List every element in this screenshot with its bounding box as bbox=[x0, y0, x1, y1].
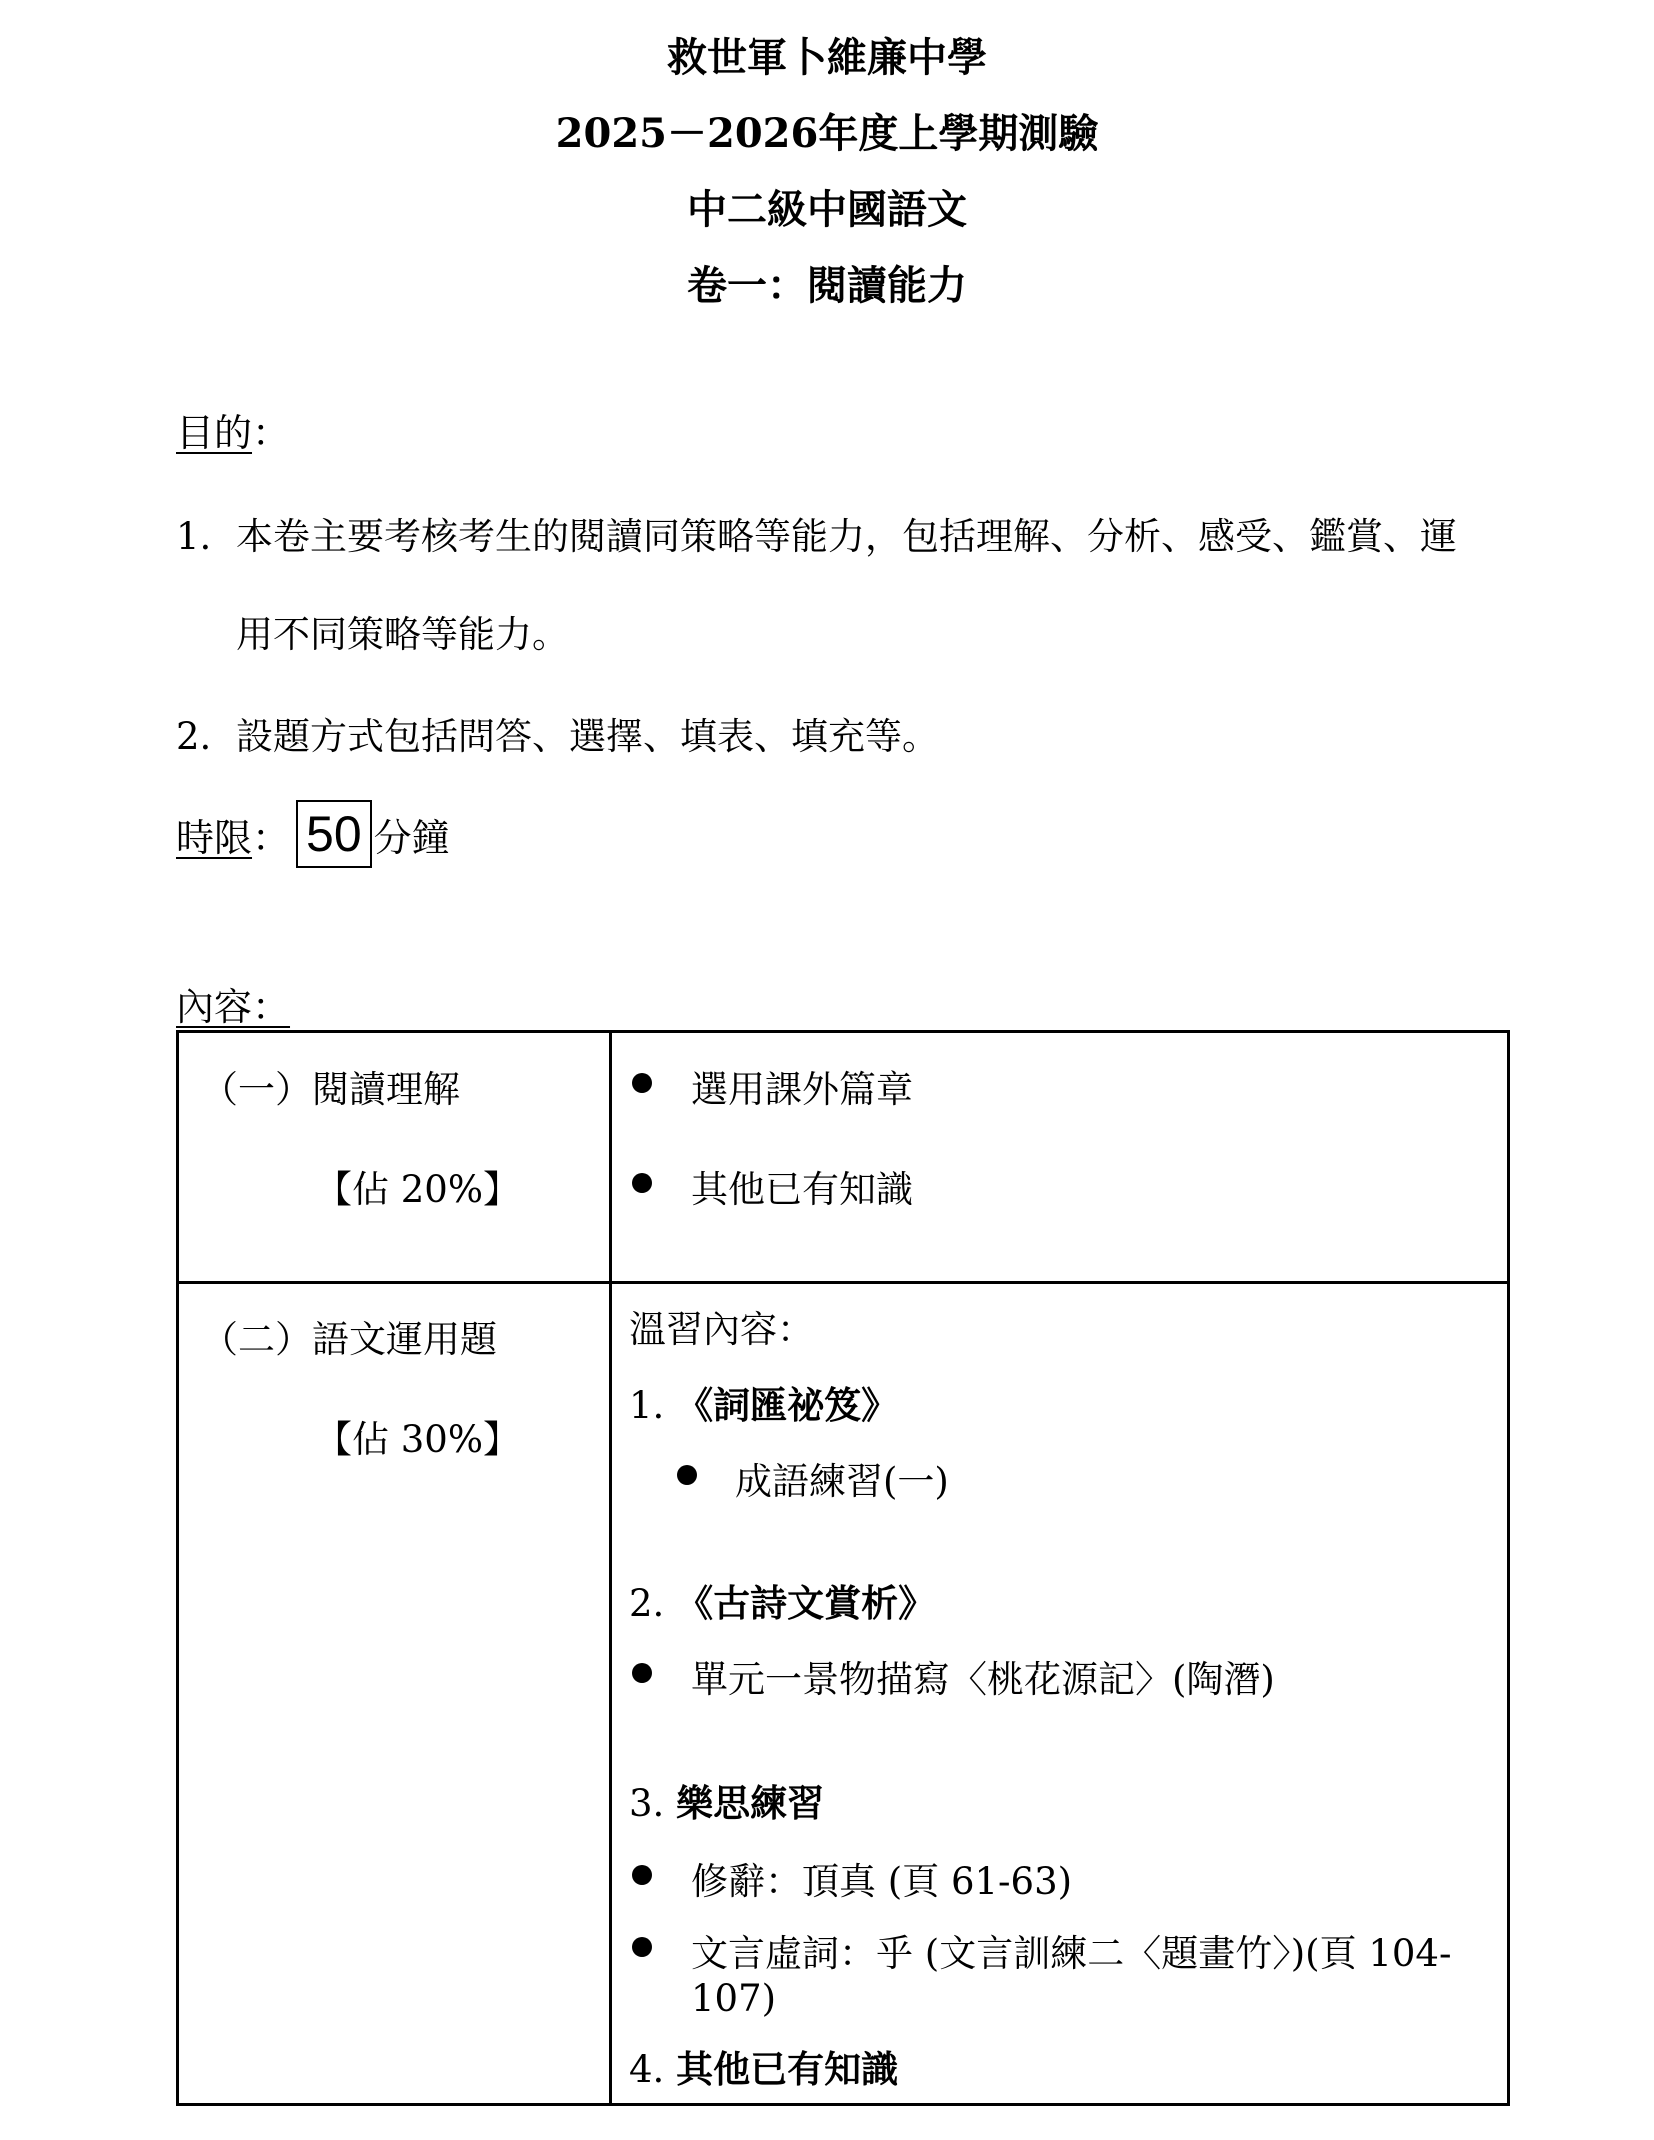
section-1-title: （一）閱讀理解 bbox=[201, 1068, 460, 1111]
content-table bbox=[176, 1030, 1510, 2106]
time-limit-colon: ： bbox=[252, 815, 291, 860]
review-group-2-bullet-1: 單元一景物描寫〈桃花源記〉(陶潛) bbox=[691, 1658, 1275, 1701]
school-name: 救世軍卜維廉中學 bbox=[667, 34, 987, 81]
review-group-1-bullet-1: 成語練習(一) bbox=[735, 1460, 949, 1503]
purpose-item-1 bbox=[176, 506, 1457, 560]
review-group-number: 3. bbox=[629, 1782, 665, 1825]
time-limit-row bbox=[176, 800, 450, 868]
content-label: 內容： bbox=[176, 985, 291, 1029]
subject-title: 中二級中國語文 bbox=[687, 186, 967, 233]
purpose-label: 目的 bbox=[176, 411, 253, 455]
purpose-heading bbox=[176, 402, 290, 457]
review-group-3-bullet-2: 文言虛詞：乎 (文言訓練二〈題畫竹〉)(頁 104-107) bbox=[691, 1932, 1452, 2020]
table-row-divider bbox=[179, 1281, 1507, 1284]
purpose-item-number: 1. bbox=[176, 515, 212, 558]
review-group-4 bbox=[629, 2039, 898, 2093]
section-2-title: （二）語文運用題 bbox=[201, 1318, 497, 1361]
term-title: 2025－2026年度上學期測驗 bbox=[555, 110, 1099, 157]
paper-title: 卷一：閱讀能力 bbox=[687, 262, 967, 309]
review-group-number: 1. bbox=[629, 1384, 665, 1427]
section-1-bullet-2: 其他已有知識 bbox=[691, 1168, 913, 1211]
review-group-title: 《古詩文賞析》 bbox=[676, 1581, 936, 1625]
time-limit-unit: 分鐘 bbox=[373, 815, 450, 860]
purpose-colon: ： bbox=[252, 411, 291, 455]
review-group-title: 其他已有知識 bbox=[676, 2047, 899, 2091]
section-2-weight: 【佔 30%】 bbox=[315, 1418, 520, 1461]
section-1-bullet-1: 選用課外篇章 bbox=[691, 1068, 913, 1111]
purpose-item-number: 2. bbox=[176, 715, 212, 758]
content-heading bbox=[176, 976, 290, 1031]
review-group-number: 4. bbox=[629, 2048, 665, 2091]
review-group-2 bbox=[629, 1573, 935, 1627]
time-limit-label: 時限 bbox=[176, 815, 253, 860]
review-group-3 bbox=[629, 1773, 824, 1827]
review-intro: 溫習內容： bbox=[629, 1308, 814, 1351]
table-column-divider bbox=[609, 1033, 612, 2103]
bullet-icon bbox=[632, 1663, 652, 1683]
review-group-1 bbox=[629, 1375, 898, 1429]
bullet-icon bbox=[632, 1173, 652, 1193]
review-group-title: 《詞匯祕笈》 bbox=[676, 1383, 899, 1427]
purpose-item-text: 設題方式包括問答、選擇、填表、填充等。 bbox=[236, 715, 939, 758]
time-limit-value: 50 bbox=[296, 800, 372, 868]
bullet-icon bbox=[632, 1073, 652, 1093]
purpose-item-2 bbox=[176, 706, 939, 760]
bullet-icon bbox=[677, 1465, 697, 1485]
review-group-3-bullet-1: 修辭：頂真 (頁 61-63) bbox=[691, 1860, 1073, 1903]
bullet-icon bbox=[632, 1937, 652, 1957]
review-group-title: 樂思練習 bbox=[676, 1781, 825, 1825]
review-group-number: 2. bbox=[629, 1582, 665, 1625]
purpose-item-1-continued: 用不同策略等能力。 bbox=[236, 613, 569, 656]
bullet-icon bbox=[632, 1865, 652, 1885]
section-1-weight: 【佔 20%】 bbox=[315, 1168, 520, 1211]
purpose-item-text: 本卷主要考核考生的閱讀同策略等能力，包括理解、分析、感受、鑑賞、運 bbox=[236, 515, 1457, 558]
